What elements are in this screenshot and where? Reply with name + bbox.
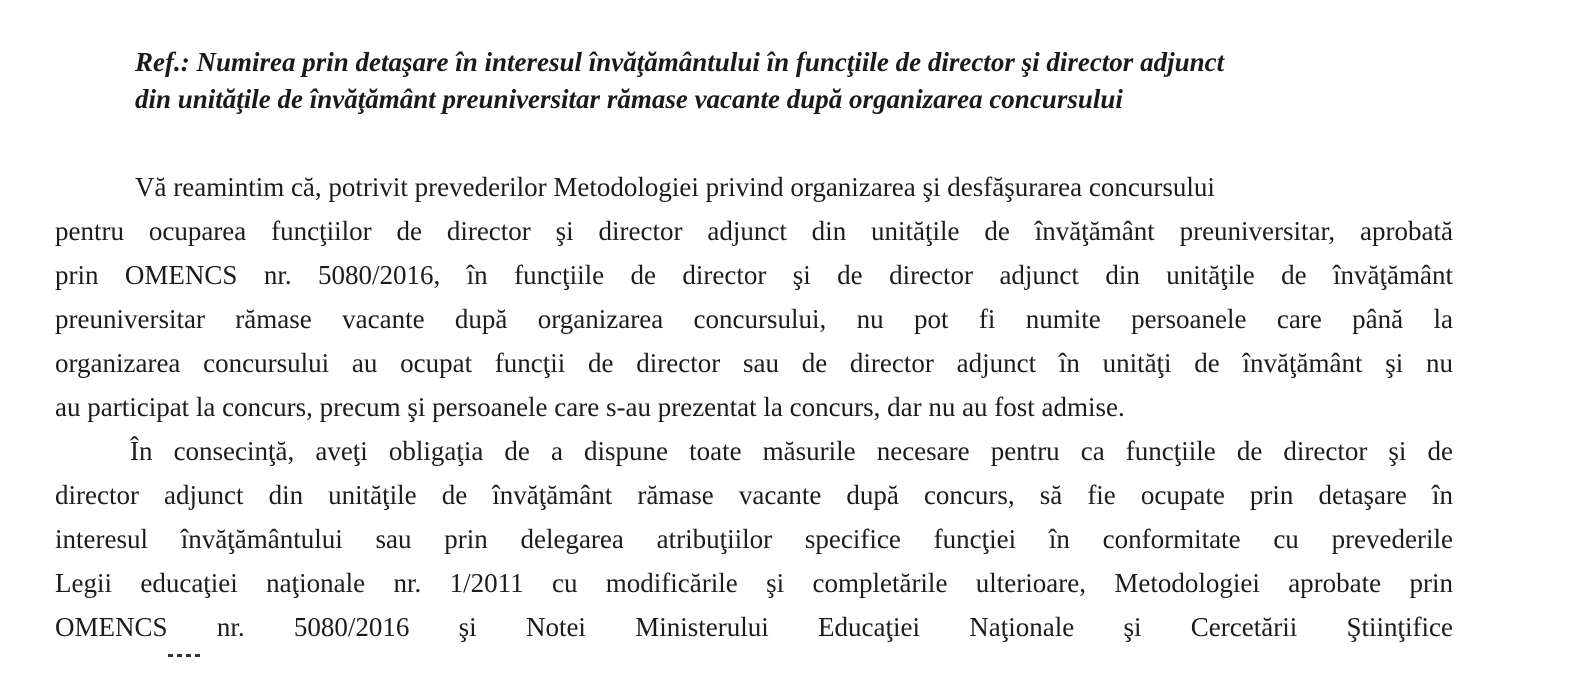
paragraph-1-line-6: au participat la concurs, precum şi persoanele care s-au prezentat la concurs, dar nu au fost admise. [55,392,1125,422]
cropped-top-text [440,0,1200,6]
reference-line-1: Ref.: Numirea prin detaşare în interesul învăţământului în funcţiile de director şi director adjunct [135,47,1225,77]
paragraph-1-line-5: organizarea concursului au ocupat funcţii de director sau de director adjunct în unităţi de învăţământ şi nu [55,348,1453,378]
reference-line-2: din unităţile de învăţământ preuniversitar rămase vacante după organizarea concursului [135,84,1123,114]
paragraph-1-line-2: pentru ocuparea funcţiilor de director şi director adjunct din unităţile de învăţământ preuniversitar, aprobată [55,216,1453,246]
paragraph-1-line-1: Vă reamintim că, potrivit prevederilor Metodologiei privind organizarea şi desfăşurarea concursului [135,172,1215,202]
paragraph-2-line-5: OMENCS nr. 5080/2016 şi Notei Ministerului Educaţiei Naţionale şi Cercetării Ştiinţifice [55,612,1453,642]
paragraph-2-line-2: director adjunct din unităţile de învăţământ rămase vacante după concurs, să fie ocupate prin detaşare în [55,480,1453,510]
cropped-bottom-text [168,654,208,660]
paragraph-2-line-1: În consecinţă, aveţi obligaţia de a dispune toate măsurile necesare pentru ca funcţiile de director şi de [130,436,1453,466]
reference-subject [135,44,1465,118]
paragraph-2-line-4: Legii educaţiei naţionale nr. 1/2011 cu modificările şi completările ulterioare, Metodologiei aprobate prin [55,568,1453,598]
paragraph-2-line-3: interesul învăţământului sau prin delegarea atribuţiilor specifice funcţiei în conformitate cu prevederile [55,524,1453,554]
paragraph-1-line-4: preuniversitar rămase vacante după organizarea concursului, nu pot fi numite persoanele care până la [55,304,1453,334]
paragraph-1-line-3: prin OMENCS nr. 5080/2016, în funcţiile de director şi de director adjunct din unităţile de învăţământ [55,260,1453,290]
